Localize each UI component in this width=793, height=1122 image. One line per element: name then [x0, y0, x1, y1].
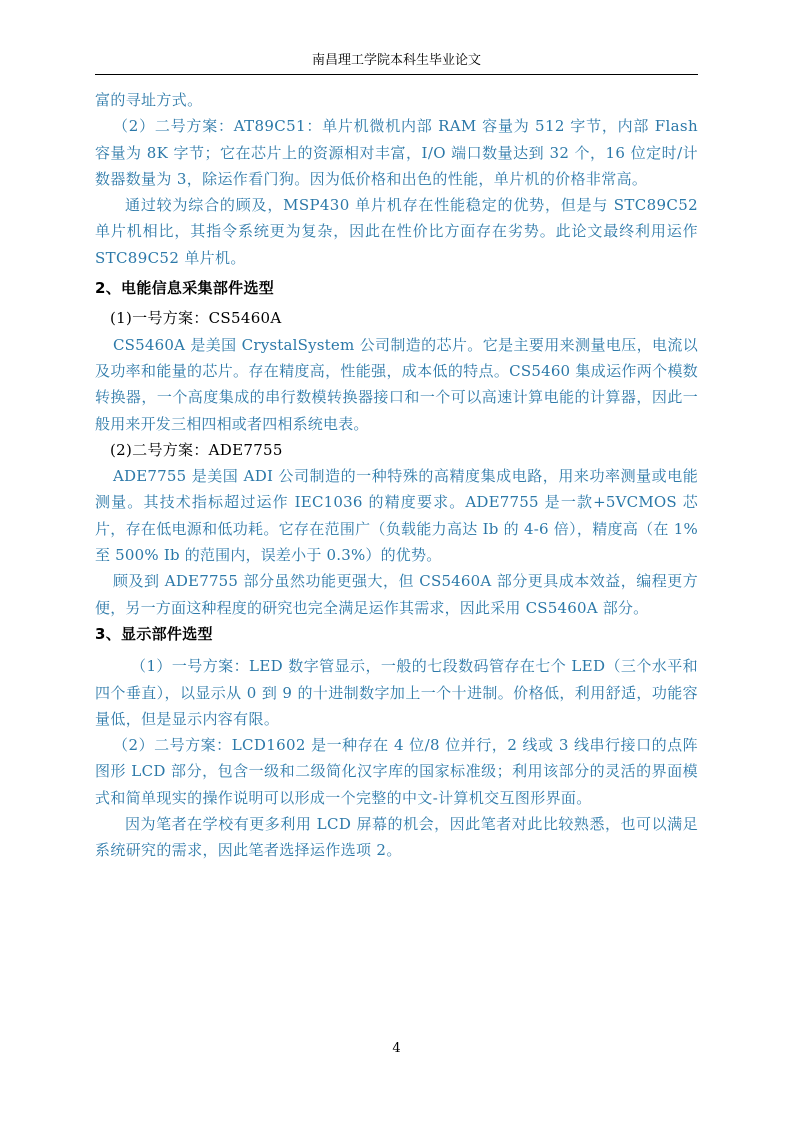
- paragraph-addressing-tail: 富的寻址方式。: [95, 91, 203, 109]
- page-body: [95, 87, 698, 864]
- header-rule: [95, 74, 698, 75]
- paragraph-mcu-conclusion: 通过较为综合的顾及，MSP430 单片机存在性能稳定的优势，但是与 STC89C52 单片机相比，其指令系统更为复杂，因此在性价比方面存在劣势。此论文最终利用运作 STC89C52 单片机。: [95, 196, 698, 267]
- option2-label-ade7755: (2)二号方案：ADE7755: [110, 440, 283, 459]
- paragraph-display-option1-led: （1）一号方案：LED 数字管显示，一般的七段数码管存在七个 LED（三个水平和四个垂直），以显示从 0 到 9 的十进制数字加上一个十进制。价格低，利用舒适，功能容量低，但是显示内容有限。: [95, 657, 698, 728]
- paragraph-display-conclusion: 因为笔者在学校有更多利用 LCD 屏幕的机会，因此笔者对此比较熟悉，也可以满足系统研究的需求，因此笔者选择运作选项 2。: [95, 815, 698, 860]
- option1-label-cs5460a: (1)一号方案：CS5460A: [110, 309, 282, 328]
- page-number: 4: [392, 1041, 401, 1056]
- section-heading-display: 3、显示部件选型: [95, 624, 213, 643]
- paragraph-display-option2-lcd1602: （2）二号方案：LCD1602 是一种存在 4 位/8 位并行，2 线或 3 线串行接口的点阵图形 LCD 部分，包含一级和二级简化汉字库的国家标准级；利用该部分的灵活的界面模式和简单现实的操作说明可以形成一个完整的中文-计算机交互图形界面。: [95, 736, 698, 807]
- paragraph-acquisition-conclusion: 顾及到 ADE7755 部分虽然功能更强大，但 CS5460A 部分更具成本效益，编程更方便，另一方面这种程度的研究也完全满足运作其需求，因此采用 CS5460A 部分。: [95, 572, 698, 617]
- page-header: 南昌理工学院本科生毕业论文: [311, 53, 481, 68]
- paragraph-option2-at89c51: （2）二号方案：AT89C51：单片机微机内部 RAM 容量为 512 字节，内部 Flash 容量为 8K 字节；它在芯片上的资源相对丰富，I/O 端口数量达到 32 个，16 位定时/计数器数量为 3，除运作看门狗。因为低价格和出色的性能，单片机的价格非常高。: [95, 117, 698, 188]
- paragraph-cs5460a: CS5460A 是美国 CrystalSystem 公司制造的芯片。它是主要用来测量电压，电流以及功率和能量的芯片。存在精度高，性能强，成本低的特点。CS5460 集成运作两个模数转换器，一个高度集成的串行数模转换器接口和一个可以高速计算电能的计算器，因此一般用来开发三相四相或者四相系统电表。: [95, 335, 698, 433]
- paragraph-ade7755: ADE7755 是美国 ADI 公司制造的一种特殊的高精度集成电路，用来功率测量或电能测量。其技术指标超过运作 IEC1036 的精度要求。ADE7755 是一款+5VCMOS 芯片，存在低电源和低功耗。它存在范围广（负载能力高达 Ib 的 4-6 倍），精度高（在 1%至 500% Ib 的范围内，误差小于 0.3%）的优势。: [95, 467, 698, 565]
- section-heading-energy-acquisition: 2、电能信息采集部件选型: [95, 279, 275, 298]
